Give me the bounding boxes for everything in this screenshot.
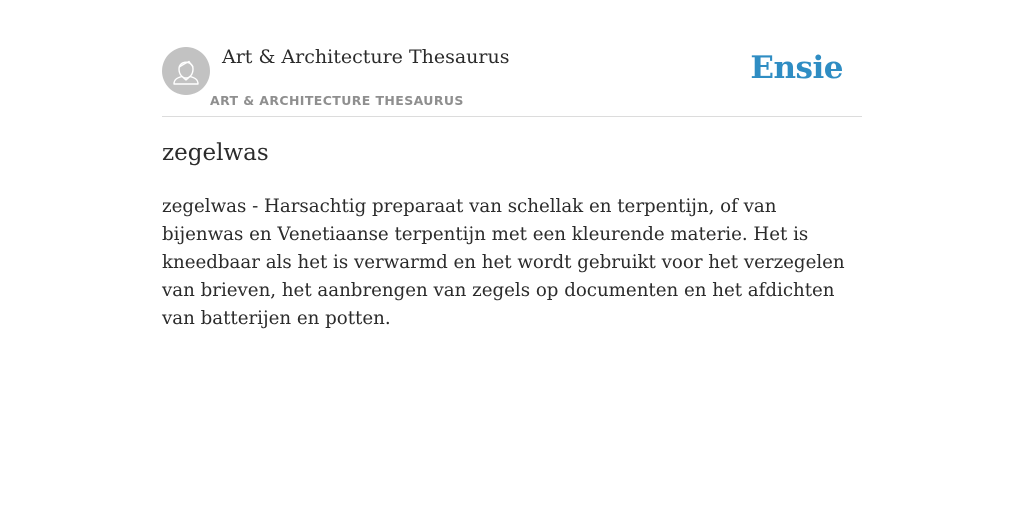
author-name[interactable]: Art & Architecture Thesaurus xyxy=(222,46,510,68)
entry-definition: zegelwas - Harsachtig preparaat van schellak en terpentijn, of van bijenwas en Venetiaanse terpentijn met een kleurende materie. Het is kneedbaar als het is verwarmd en het wordt gebruikt voor het verzegelen van brieven, het aanbrengen van zegels op documenten en het afdichten van batterijen en potten. xyxy=(162,196,845,329)
author-subtitle[interactable]: ART & ARCHITECTURE THESAURUS xyxy=(210,93,464,108)
brand-logo[interactable]: Ensie xyxy=(750,50,843,86)
avatar[interactable] xyxy=(162,47,210,95)
page-container xyxy=(162,0,862,329)
user-icon xyxy=(162,47,210,95)
entry-title: zegelwas xyxy=(162,140,269,166)
page-header xyxy=(162,0,862,117)
